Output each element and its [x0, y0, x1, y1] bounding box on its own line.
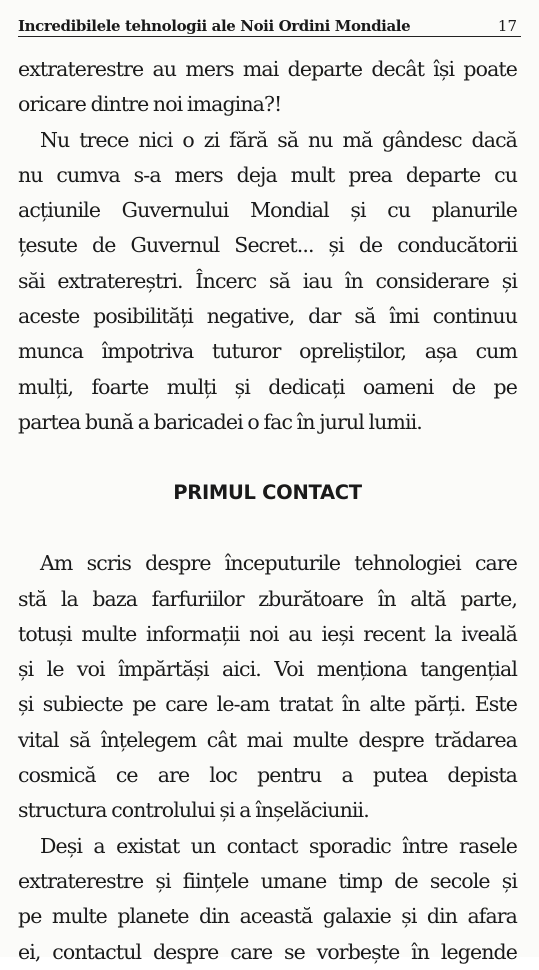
body-text: [18, 52, 517, 970]
text-line: cosmică ce are loc pentru a putea depista: [18, 763, 517, 788]
text-line: mulți, foarte mulți și dedicați oameni de pe: [18, 374, 517, 399]
text-line: stă la baza farfuriilor zburătoare în altă parte,: [18, 586, 517, 611]
text-line: vital să înțelegem cât mai multe despre trădarea: [18, 727, 517, 752]
text-line: săi extratereștri. Încerc să iau în considerare și: [18, 268, 517, 293]
text-line: partea bună a baricadei o fac în jurul lumii.: [18, 409, 422, 434]
text-line: ei, contactul despre care se vorbește în legende: [18, 939, 517, 964]
paragraph: [18, 829, 517, 970]
text-line: și le voi împărtăși aici. Voi menționa tangențial: [18, 657, 517, 682]
text-line: Nu trece nici o zi fără să nu mă gândesc dacă: [40, 127, 517, 152]
text-line: aceste posibilități negative, dar să îmi continuu: [18, 304, 517, 329]
text-line: extraterestre au mers mai departe decât își poate: [18, 57, 517, 81]
text-line: și subiecte pe care le-am tratat în alte părți. Este: [18, 692, 517, 717]
paragraph-continuation: [18, 52, 517, 123]
section-heading: PRIMUL CONTACT: [173, 481, 362, 505]
running-title: Incredibilele tehnologii ale Noii Ordini Mondiale: [18, 17, 411, 35]
text-line: extraterestre și ființele umane timp de secole și: [18, 868, 517, 893]
running-head: [18, 14, 521, 37]
text-line: Am scris despre începuturile tehnologiei care: [40, 551, 517, 576]
text-line: pe multe planete din această galaxie și din afara: [18, 904, 517, 929]
text-line: oricare dintre noi imagina?!: [18, 92, 282, 117]
paragraph: [18, 546, 517, 828]
text-line: acțiunile Guvernului Mondial și cu planurile: [18, 198, 517, 223]
text-line: structura controlului și a înșelăciunii.: [18, 798, 369, 823]
text-line: totuși multe informații noi au ieși recent la iveală: [18, 621, 517, 646]
text-line: Deși a existat un contact sporadic între rasele: [40, 833, 517, 858]
text-line: țesute de Guvernul Secret... și de conducătorii: [18, 233, 517, 258]
text-line: munca împotriva tuturor opreliștilor, așa cum: [18, 339, 517, 364]
page-number: 17: [497, 17, 517, 35]
text-line: nu cumva s-a mers deja mult prea departe cu: [18, 162, 517, 187]
paragraph: [18, 123, 517, 441]
